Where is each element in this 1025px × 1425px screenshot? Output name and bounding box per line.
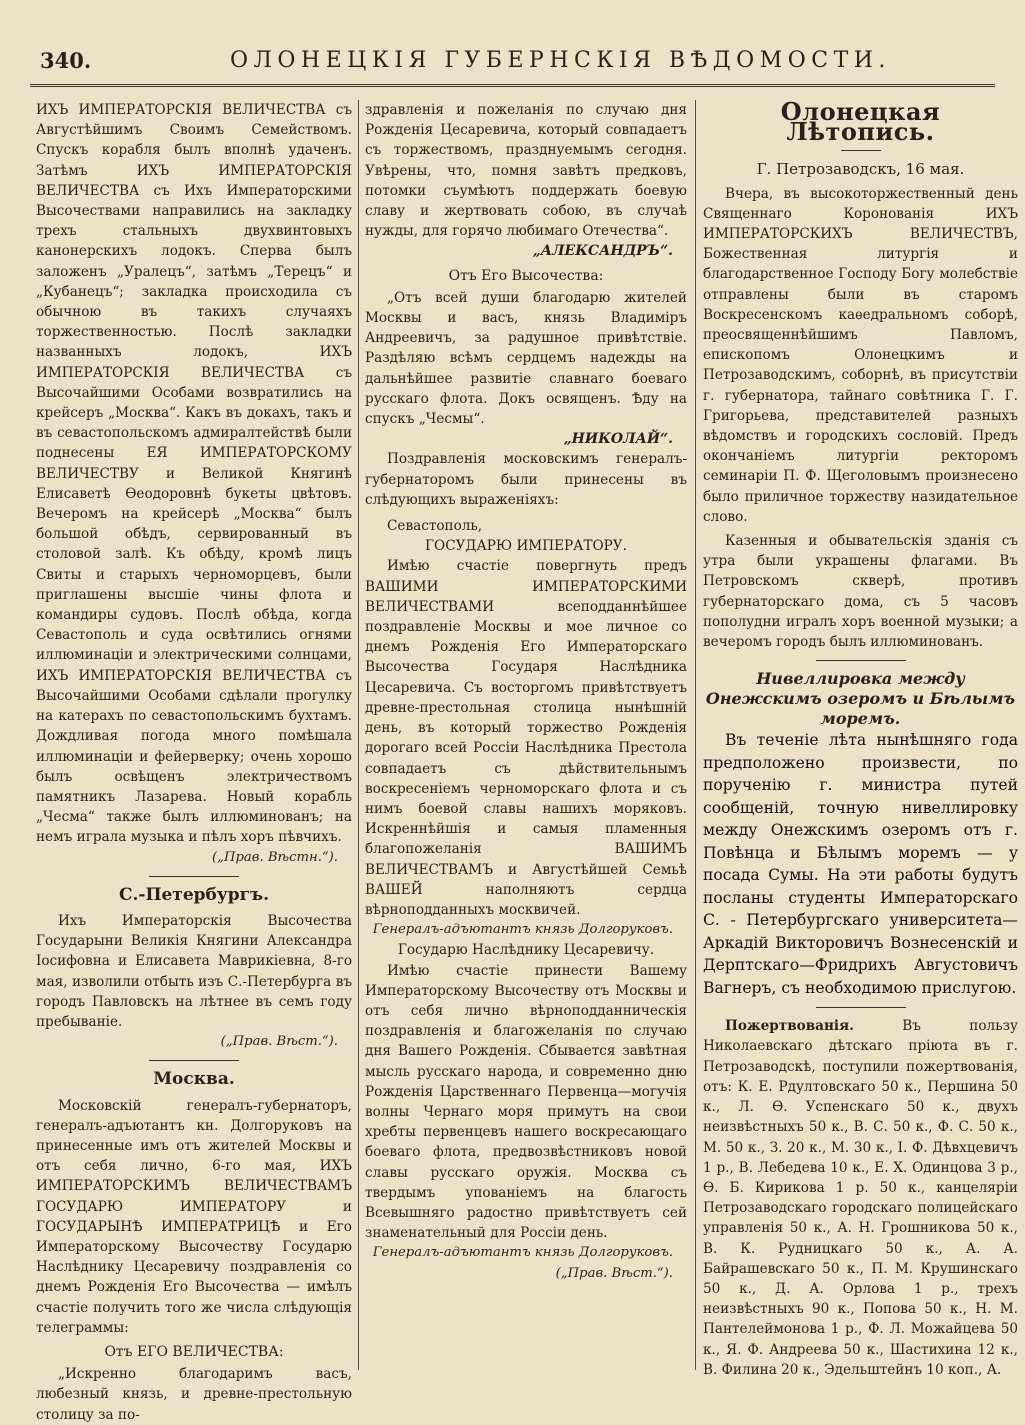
telegram-heir: Имѣю счастіе принести Вашему Императорскому Высочеству отъ Москвы и отъ себя лично вѣрноподданническія поздравленія и благожеланія по случаю дня Вашего Рожденія. Сбывается завѣтная мысль русскаго народа, и современно дню Рожденія Царственнаго Первенца—могучія волны Чернаго моря примутъ на свои хребты первенцевъ нашего воскресающаго боеваго флота, предвозвѣстниковъ новой славы русскаго оружія. Москва съ твердымъ упованіемъ на благость Всевышняго радостно привѣтствуетъ сей знаменательный для Россіи день.: [365, 962, 687, 1242]
addressee-emperor: ГОСУДАРЮ ИМПЕРАТОРУ.: [425, 538, 627, 555]
signature-dolgorukov: Генералъ-адъютантъ князь Долгоруковъ.: [372, 1245, 673, 1261]
separator: [841, 150, 881, 151]
column-rule-1: [358, 100, 359, 1370]
addressee-heir: Государю Наслѣднику Цесаревичу.: [397, 942, 655, 959]
source-citation: („Прав. Вѣстн.“).: [211, 849, 338, 865]
heading-donations: Пожертвованія.: [725, 1018, 854, 1035]
article-levelling: Въ теченіе лѣта нынѣшняго года предположено произвести, по порученію г. министра путей сообщеній, точную нивеллировку между Онежскимъ озеромъ отъ г. Повѣнца и Бѣлымъ моремъ — у посада Сумы. На эти работы будутъ посланы студенты Императорскаго С. - Петербургскаго университета—Аркадій Викторовичъ Вознесенскій и Дерптскаго—Фридрихъ Августовичъ Вагнеръ, съ необходимою прислугою.: [703, 731, 1018, 997]
signature-alexander: „АЛЕКСАНДРЪ“.: [532, 243, 673, 260]
separator: [149, 876, 239, 877]
heading-st-petersburg: С.-Петербургъ.: [118, 884, 270, 905]
article-continuation: ИХЪ ИМПЕРАТОРСКІЯ ВЕЛИЧЕСТВА съ Августѣйшимъ Своимъ Семействомъ. Спускъ корабля былъ вполнѣ удаченъ. Затѣмъ ИХЪ ИМПЕРАТОРСКІЯ ВЕЛИЧЕСТВА съ Ихъ Императорскими Высочествами направились на закладку трехъ стальныхъ двухвинтовыхъ канонерскихъ лодокъ. Сперва былъ заложенъ „Уралецъ“, затѣмъ „Терецъ“ и „Кубанецъ“; закладка происходила съ обычною въ такихъ случаяхъ торжественностью. Послѣ закладки названныхъ лодокъ, ИХЪ ИМПЕРАТОРСКІЯ ВЕЛИЧЕСТВА съ Высочайшими Особами возвратились на крейсеръ „Москва“. Какъ въ докахъ, такъ и въ севастопольскомъ адмиралтействѣ были поднесены ЕЯ ИМПЕРАТОРСКОМУ ВЕЛИЧЕСТВУ и Великой Княгинѣ Елисаветѣ Ѳеодоровнѣ букеты цвѣтовъ. Вечеромъ на крейсерѣ „Москва“ былъ большой обѣдъ, сервированный въ столовой залѣ. Къ обѣду, кромѣ лицъ Свиты и старыхъ черноморцевъ, были приглашены высшіе чины флота и командиры судовъ. Послѣ обѣда, когда Севастополь и суда освѣтились огнями иллюминаціи и электрическими солнцами, ИХЪ ИМПЕРАТОРСКІЯ ВЕЛИЧЕСТВА съ Высочайшими Особами сдѣлали прогулку на катерахъ по севастопольскимъ бухтамъ. Дождливая погода много помѣшала иллюминаціи и фейерверку; очень хорошо былъ освѣщенъ электричествомъ памятникъ Лазарева. Новый корабль „Чесма“ также былъ иллюминованъ; на немъ играла музыка и пѣлъ хоръ пѣвчихъ.: [36, 102, 352, 846]
source-citation: („Прав. Вѣст.“).: [555, 1265, 673, 1281]
telegram-text: „Отъ всей души благодарю жителей Москвы и васъ, князь Владиміръ Андреевичъ, за радушное привѣтствіе. Раздѣляю всѣмъ сердцемъ надежды на дальнѣйшее развитіе славнаго боеваго русскаго флота. Докъ освященъ. Ѣду на спускъ „Чесмы“.: [365, 289, 687, 428]
article-donations: Въ пользу Николаевскаго дѣтскаго пріюта въ г. Петрозаводскѣ, поступили пожертвованія, отъ: К. Е. Рдултовскаго 50 к., Першина 50 к., Л. Ѳ. Успенскаго 50 к., двухъ неизвѣстныхъ 50 к., В. С. 50 к., Ф. С. 50 к., М. 50 к., З. 20 к., М. 30 к., І. Ф. Дѣвхцевичъ 1 р., В. Лебедева 10 к., Е. Х. Одинцова 3 р., Ѳ. Б. Кирикова 1 р. 50 к., канцеляріи Петрозаводскаго городскаго полицейскаго управленія 50 к., А. Н. Грошникова 50 к., В. К. Рудницкаго 50 к., А. А. Байрашевскаго 50 к., П. М. Крушинскаго 50 к., Д. А. Орлова 1 р., трехъ неизвѣстныхъ 90 к., Попова 50 к., Н. М. Пантелеймонова 1 р., Ф. Л. Можайцева 50 к., Я. Ф. Андреева 50 к., Шастихина 12 к., В. Филина 20 к., Эдельштейнъ 10 коп., А.: [703, 1018, 1019, 1378]
column-rule-2: [695, 100, 696, 1370]
article-decorations: Казенныя и обывательскія зданія съ утра были украшены флагами. Въ Петровскомъ скверѣ, противъ губернаторскаго дома, съ 5 часовъ пополудни игралъ хоръ военной музыки; а вечеромъ городъ былъ иллюминованъ.: [703, 533, 1018, 651]
subheading-his-highness: Отъ Его Высочества:: [448, 267, 604, 284]
article-coronation: Вчера, въ высокоторжественный день Священнаго Коронованія ИХЪ ИМПЕРАТОРСКИХЪ ВЕЛИЧЕСТВЪ, Божественная литургія и благодарственное Господу Богу молебствіе отправлены были въ старомъ Воскресенскомъ каѳедральномъ соборѣ, преосвященнѣйшимъ Павломъ, епископомъ Олонецкимъ и Петрозаводскимъ, соборнѣ, въ присутствіи г. губернатора, тайнаго совѣтника Г. Г. Григорьева, представителей разныхъ вѣдомствъ и городскихъ сословій. Предъ окончаніемъ литургіи ректоромъ семинаріи П. Ф. Щеголовымъ произнесено было приличное торжеству назидательное слово.: [703, 185, 1018, 525]
article-moscow: Московскій генералъ-губернаторъ, генералъ-адъютантъ кн. Долгоруковъ на принесенные имъ отъ жителей Москвы и отъ себя лично, 6-го мая, ИХЪ ИМПЕРАТОРСКИМЪ ВЕЛИЧЕСТВАМЪ ГОСУДАРЮ ИМПЕРАТОРУ и ГОСУДАРЫНѢ ИМПЕРАТРИЦѢ и Его Императорскому Высочеству Государю Наслѣднику Цесаревичу поздравленія со днемъ Рожденія Его Высочества — имѣлъ счастіе получить того же числа слѣдующія телеграммы:: [36, 1097, 352, 1336]
page-number: 340.: [40, 48, 92, 73]
signature-dolgorukov: Генералъ-адъютантъ князь Долгоруковъ.: [372, 922, 673, 938]
intro-paragraph: Поздравленія московскимъ генералъ-губернаторомъ были принесены въ слѣдующихъ выраженіяхъ:: [365, 451, 687, 508]
signature-nikolai: „НИКОЛАЙ“.: [563, 431, 673, 448]
telegram-continuation: здравленія и пожеланія по случаю дня Рожденія Цесаревича, который совпадаетъ съ торжествомъ, празднуемымъ сегодня. Увѣрены, что, помня завѣтъ предковъ, потомки съумѣютъ поддержать боевую славу и жертвовать собою, въ случаѣ нужды, для горячо любимаго Отечества“.: [365, 102, 687, 240]
column-2: [365, 100, 687, 1370]
article-st-petersburg: Ихъ Императорскія Высочества Государыни Великія Княгини Александра Іосифовна и Елисавета Маврикіевна, 8-го мая, изволили отбыть изъ С.-Петербурга въ городъ Павловскъ на лѣтнее въ семъ году пребываніе.: [36, 912, 352, 1030]
separator: [816, 1007, 906, 1008]
column-1: [36, 100, 352, 1423]
place-line: Севастополь,: [387, 518, 483, 535]
heading-moscow: Москва.: [153, 1069, 235, 1090]
separator: [816, 660, 906, 661]
masthead: ОЛОНЕЦКІЯ ГУБЕРНСКІЯ ВѢДОМОСТИ.: [230, 48, 891, 73]
dateline: Г. Петрозаводскъ, 16 мая.: [756, 160, 965, 179]
column-3: [703, 97, 1019, 1378]
telegram-text: „Искренно благодаримъ васъ, любезный князь, и древне-престольную столицу за по-: [36, 1366, 352, 1423]
separator: [149, 1060, 239, 1061]
subheading-his-majesty: Отъ ЕГО ВЕЛИЧЕСТВА:: [104, 1343, 284, 1360]
section-title: Олонецкая Лѣтопись.: [780, 97, 941, 147]
heading-levelling: Нивеллировка между Онежскимъ озеромъ и Бѣлымъ моремъ.: [705, 669, 1016, 729]
telegram-emperor: Имѣю счастіе повергнуть предъ ВАШИМИ ИМПЕРАТОРСКИМИ ВЕЛИЧЕСТВАМИ всеподданнѣйшее поздравленіе Москвы и мое личное со днемъ Рожденія Его Императорскаго Высочества Государя Наслѣдника Цесаревича. Съ восторгомъ привѣтствуетъ древне-престольная столица нынѣшній день, въ который торжество Рожденія дорогаго всей Россіи Наслѣдника Престола совпадаетъ съ дѣйствительнымъ воскресеніемъ черноморскаго флота и съ нимъ боевой славы нашихъ моряковъ. Искреннѣйшія и самыя пламенныя благопожеланія ВАШИМЪ ВЕЛИЧЕСТВАМЪ и Августѣйшей Семьѣ ВАШЕЙ наполняютъ сердца вѣрноподданныхъ москвичей.: [365, 558, 687, 918]
page-header: [30, 44, 995, 87]
source-citation: („Прав. Вѣст.“).: [220, 1034, 338, 1050]
